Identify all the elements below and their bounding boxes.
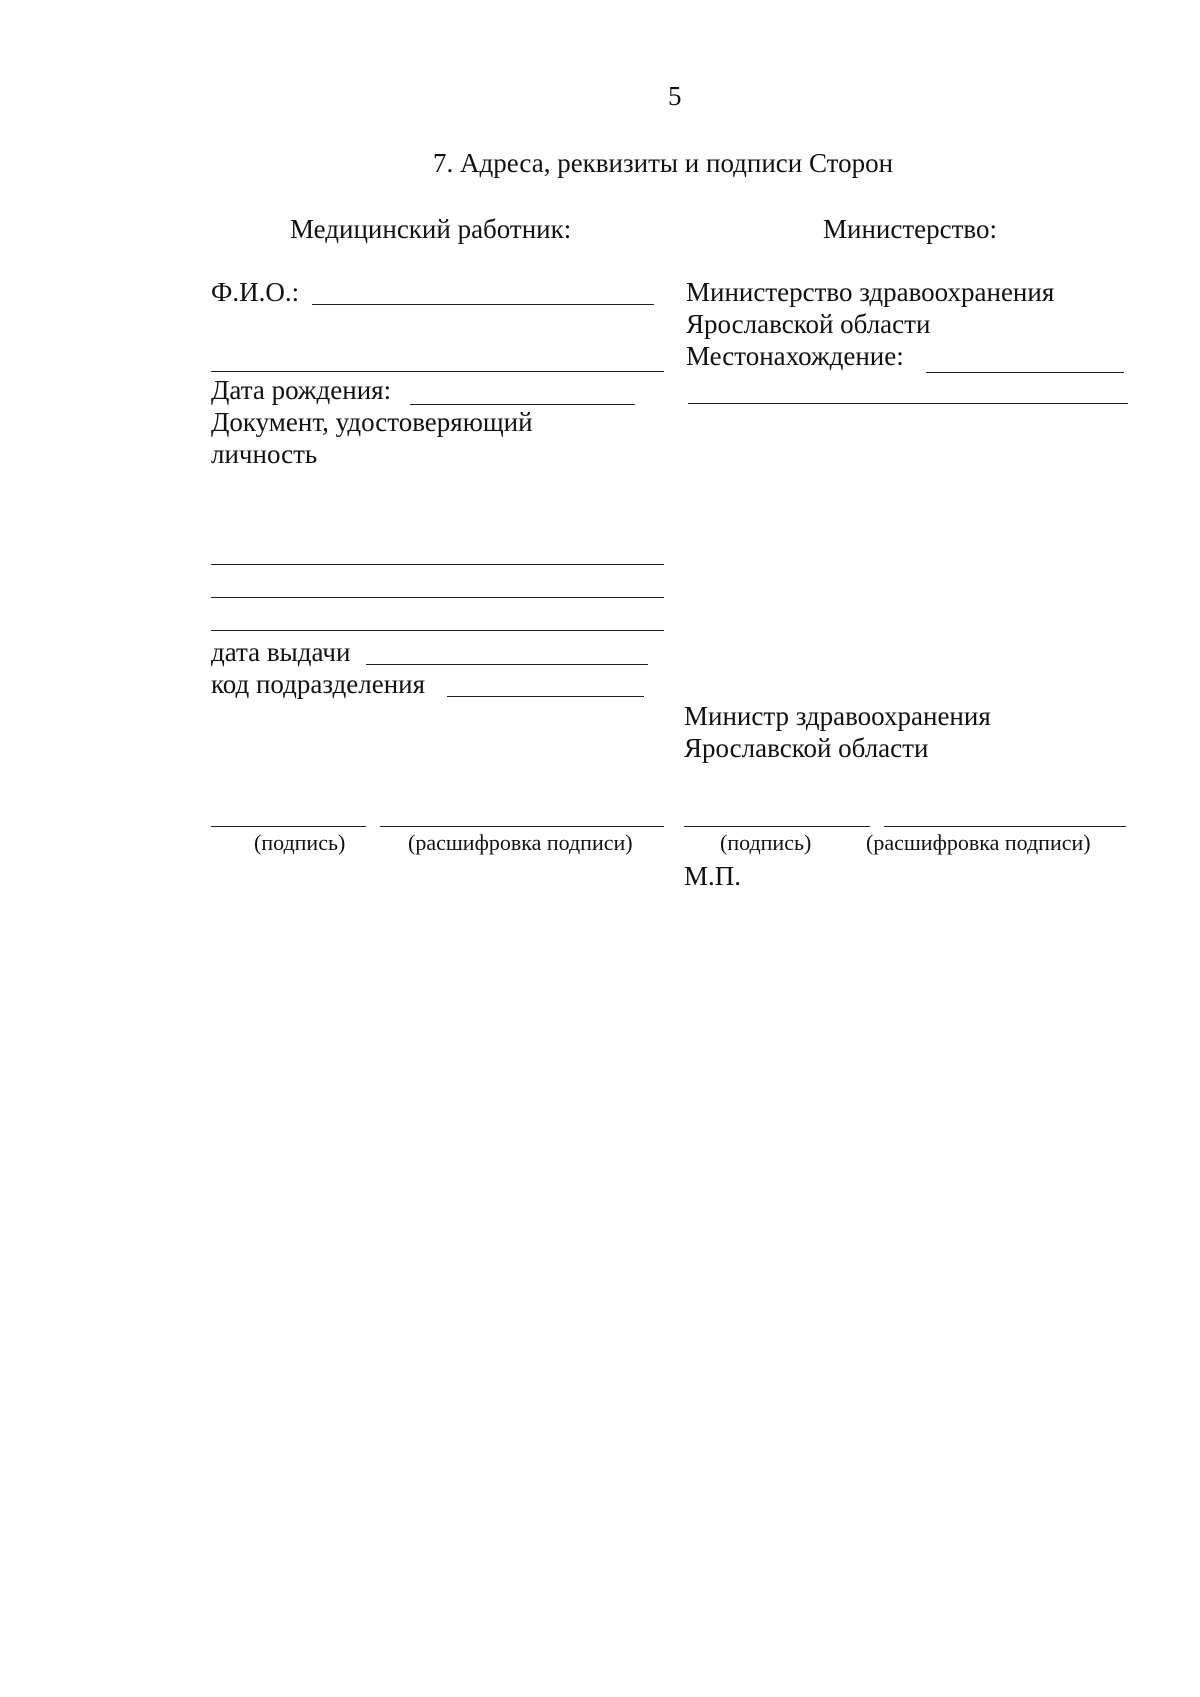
document-field-line-1: [211, 564, 664, 565]
issue-date-label: дата выдачи: [211, 637, 351, 667]
document-field-line-3: [211, 630, 664, 631]
document-field-line-2: [211, 597, 664, 598]
document-label-line1: Документ, удостоверяющий: [211, 407, 533, 437]
left-signature-decoding-line: [380, 826, 664, 827]
right-signature-decoding-caption: (расшифровка подписи): [866, 830, 1091, 855]
left-signature-decoding-caption: (расшифровка подписи): [408, 830, 633, 855]
page-number: 5: [668, 81, 682, 111]
document-label-line2: личность: [211, 439, 318, 469]
minister-title-line1: Министр здравоохранения: [684, 701, 991, 731]
birth-date-field-line: [410, 404, 635, 405]
fio-field-line: [312, 304, 654, 305]
left-heading: Медицинский работник:: [290, 214, 572, 244]
right-heading: Министерство:: [823, 214, 997, 244]
ministry-name-line2: Ярославской области: [686, 309, 931, 339]
birth-date-label: Дата рождения:: [211, 375, 392, 405]
division-code-label: код подразделения: [211, 669, 426, 699]
right-signature-line: [684, 826, 870, 827]
location-field-line: [926, 372, 1124, 373]
location-label: Местонахождение:: [686, 341, 904, 371]
location-field-line-2: [688, 403, 1128, 404]
left-signature-line: [211, 826, 366, 827]
ministry-name-line1: Министерство здравоохранения: [686, 277, 1055, 307]
right-signature-caption: (подпись): [720, 830, 812, 855]
issue-date-field-line: [366, 664, 648, 665]
right-signature-decoding-line: [884, 826, 1126, 827]
stamp-label: М.П.: [684, 861, 742, 891]
left-signature-caption: (подпись): [254, 830, 346, 855]
division-code-field-line: [447, 696, 644, 697]
fio-field-line-2: [211, 371, 664, 372]
section-title: 7. Адреса, реквизиты и подписи Сторон: [433, 148, 894, 178]
fio-label: Ф.И.О.:: [211, 277, 300, 307]
minister-title-line2: Ярославской области: [684, 733, 929, 763]
